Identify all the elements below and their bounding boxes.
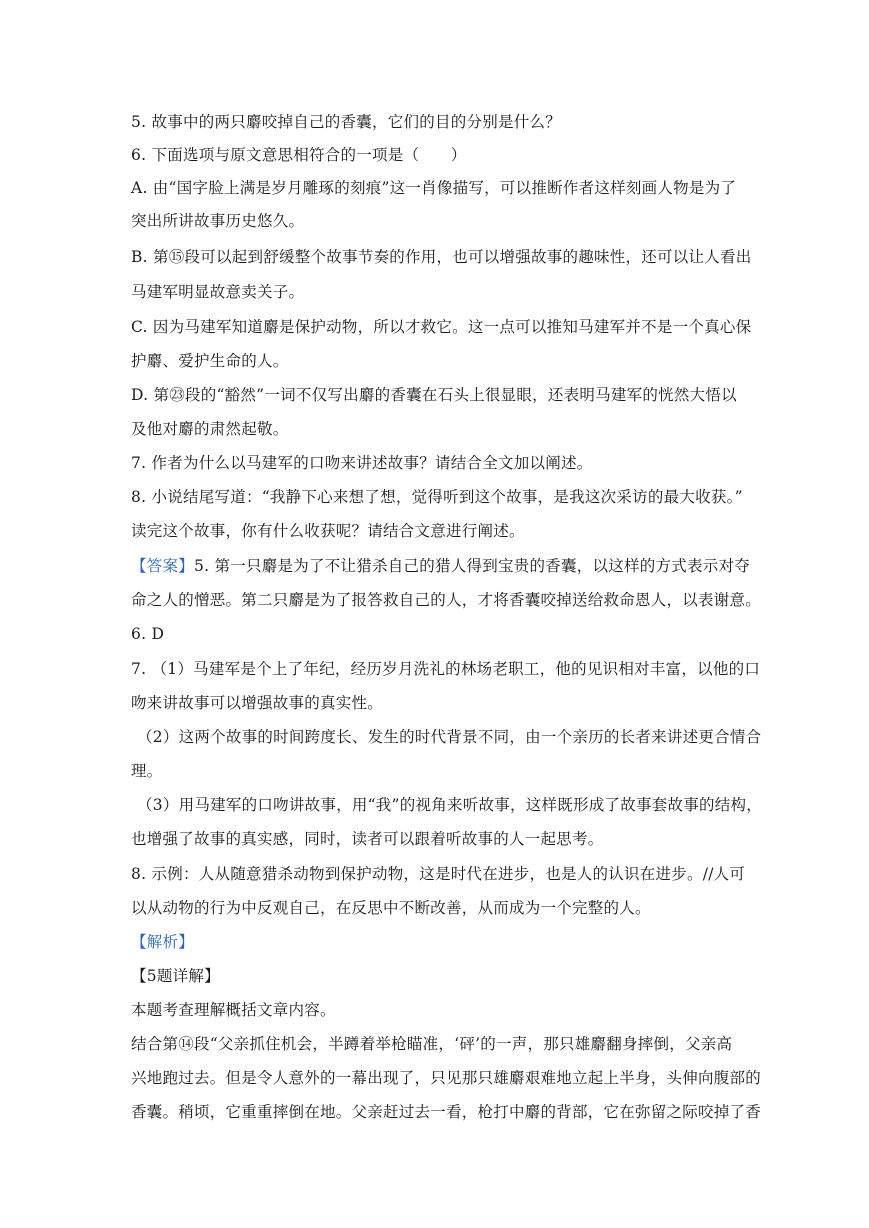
answer-5-line-2: 命之人的憎恶。第二只麝是为了报答救自己的人，才将香囊咬掉送给救命恩人，以表谢意。: [131, 591, 762, 609]
analysis-line-2: 兴地跑过去。但是令人意外的一幕出现了，只见那只雄麝艰难地立起上半身，头伸向腹部的: [131, 1069, 762, 1087]
option-a-line-1: A. 由“国字脸上满是岁月雕琢的刻痕”这一肖像描写，可以推断作者这样刻画人物是为了: [131, 179, 737, 197]
option-d-line-1: D. 第㉓段的“豁然”一词不仅写出麝的香囊在石头上很显眼，还表明马建军的恍然大悟以: [131, 386, 737, 404]
question-8-line-1: 8. 小说结尾写道：“我静下心来想了想，觉得听到这个故事，是我这次采访的最大收获。”: [131, 488, 743, 506]
answer-7-point-2-line-2: 理。: [131, 762, 163, 780]
question-5: 5. 故事中的两只麝咬掉自己的香囊，它们的目的分别是什么？: [131, 113, 561, 131]
analysis-line-3: 香囊。稍顷，它重重摔倒在地。父亲赶过去一看，枪打中麝的背部，它在弥留之际咬掉了香: [131, 1103, 762, 1121]
answer-7-point-3-line-1: （3）用马建军的口吻讲故事，用“我”的视角来听故事，这样既形成了故事套故事的结构，: [137, 796, 762, 814]
answer-5-text: 5. 第一只麝是为了不让猎杀自己的猎人得到宝贵的香囊，以这样的方式表示对夺: [194, 557, 750, 575]
option-b-line-1: B. 第⑮段可以起到舒缓整个故事节奏的作用，也可以增强故事的趣味性，还可以让人看出: [131, 248, 752, 266]
option-c-line-2: 护麝、爱护生命的人。: [131, 352, 289, 370]
answer-7-line-2: 吻来讲故事可以增强故事的真实性。: [131, 694, 384, 712]
option-c-line-1: C. 因为马建军知道麝是保护动物，所以才救它。这一点可以推知马建军并不是一个真心保: [131, 318, 752, 336]
answer-8-line-2: 以从动物的行为中反观自己，在反思中不断改善，从而成为一个完整的人。: [131, 899, 651, 917]
analysis-intro: 本题考查理解概括文章内容。: [131, 1001, 336, 1019]
answer-6: 6. D: [131, 625, 165, 643]
analysis-tag: 【解析】: [131, 933, 195, 951]
answer-tag: 【答案】: [131, 557, 195, 575]
analysis-line-1: 结合第⑭段“父亲抓住机会，半蹲着举枪瞄准，‘砰’的一声，那只雄麝翻身摔倒，父亲高: [131, 1035, 733, 1053]
answer-8-line-1: 8. 示例：人从随意猎杀动物到保护动物，这是时代在进步，也是人的认识在进步。//人可: [131, 865, 746, 883]
question-8-line-2: 读完这个故事，你有什么收获呢？请结合文意进行阐述。: [131, 522, 525, 540]
answer-7-line-1: 7. （1）马建军是个上了年纪，经历岁月洗礼的林场老职工，他的见识相对丰富，以他的口: [131, 660, 761, 678]
answer-5-line-1: [131, 555, 750, 577]
question-6: 6. 下面选项与原文意思相符合的一项是（ ）: [131, 146, 467, 164]
option-a-line-2: 突出所讲故事历史悠久。: [131, 212, 305, 230]
option-d-line-2: 及他对麝的肃然起敬。: [131, 420, 289, 438]
question-7: 7. 作者为什么以马建军的口吻来讲述故事？请结合全文加以阐述。: [131, 454, 593, 472]
section-heading-5: 【5题详解】: [131, 967, 220, 985]
option-b-line-2: 马建军明显故意卖关子。: [131, 283, 305, 301]
answer-7-point-2-line-1: （2）这两个故事的时间跨度长、发生的时代背景不同，由一个亲历的长者来讲述更合情合: [137, 728, 762, 746]
answer-7-point-3-line-2: 也增强了故事的真实感，同时，读者可以跟着听故事的人一起思考。: [131, 830, 604, 848]
